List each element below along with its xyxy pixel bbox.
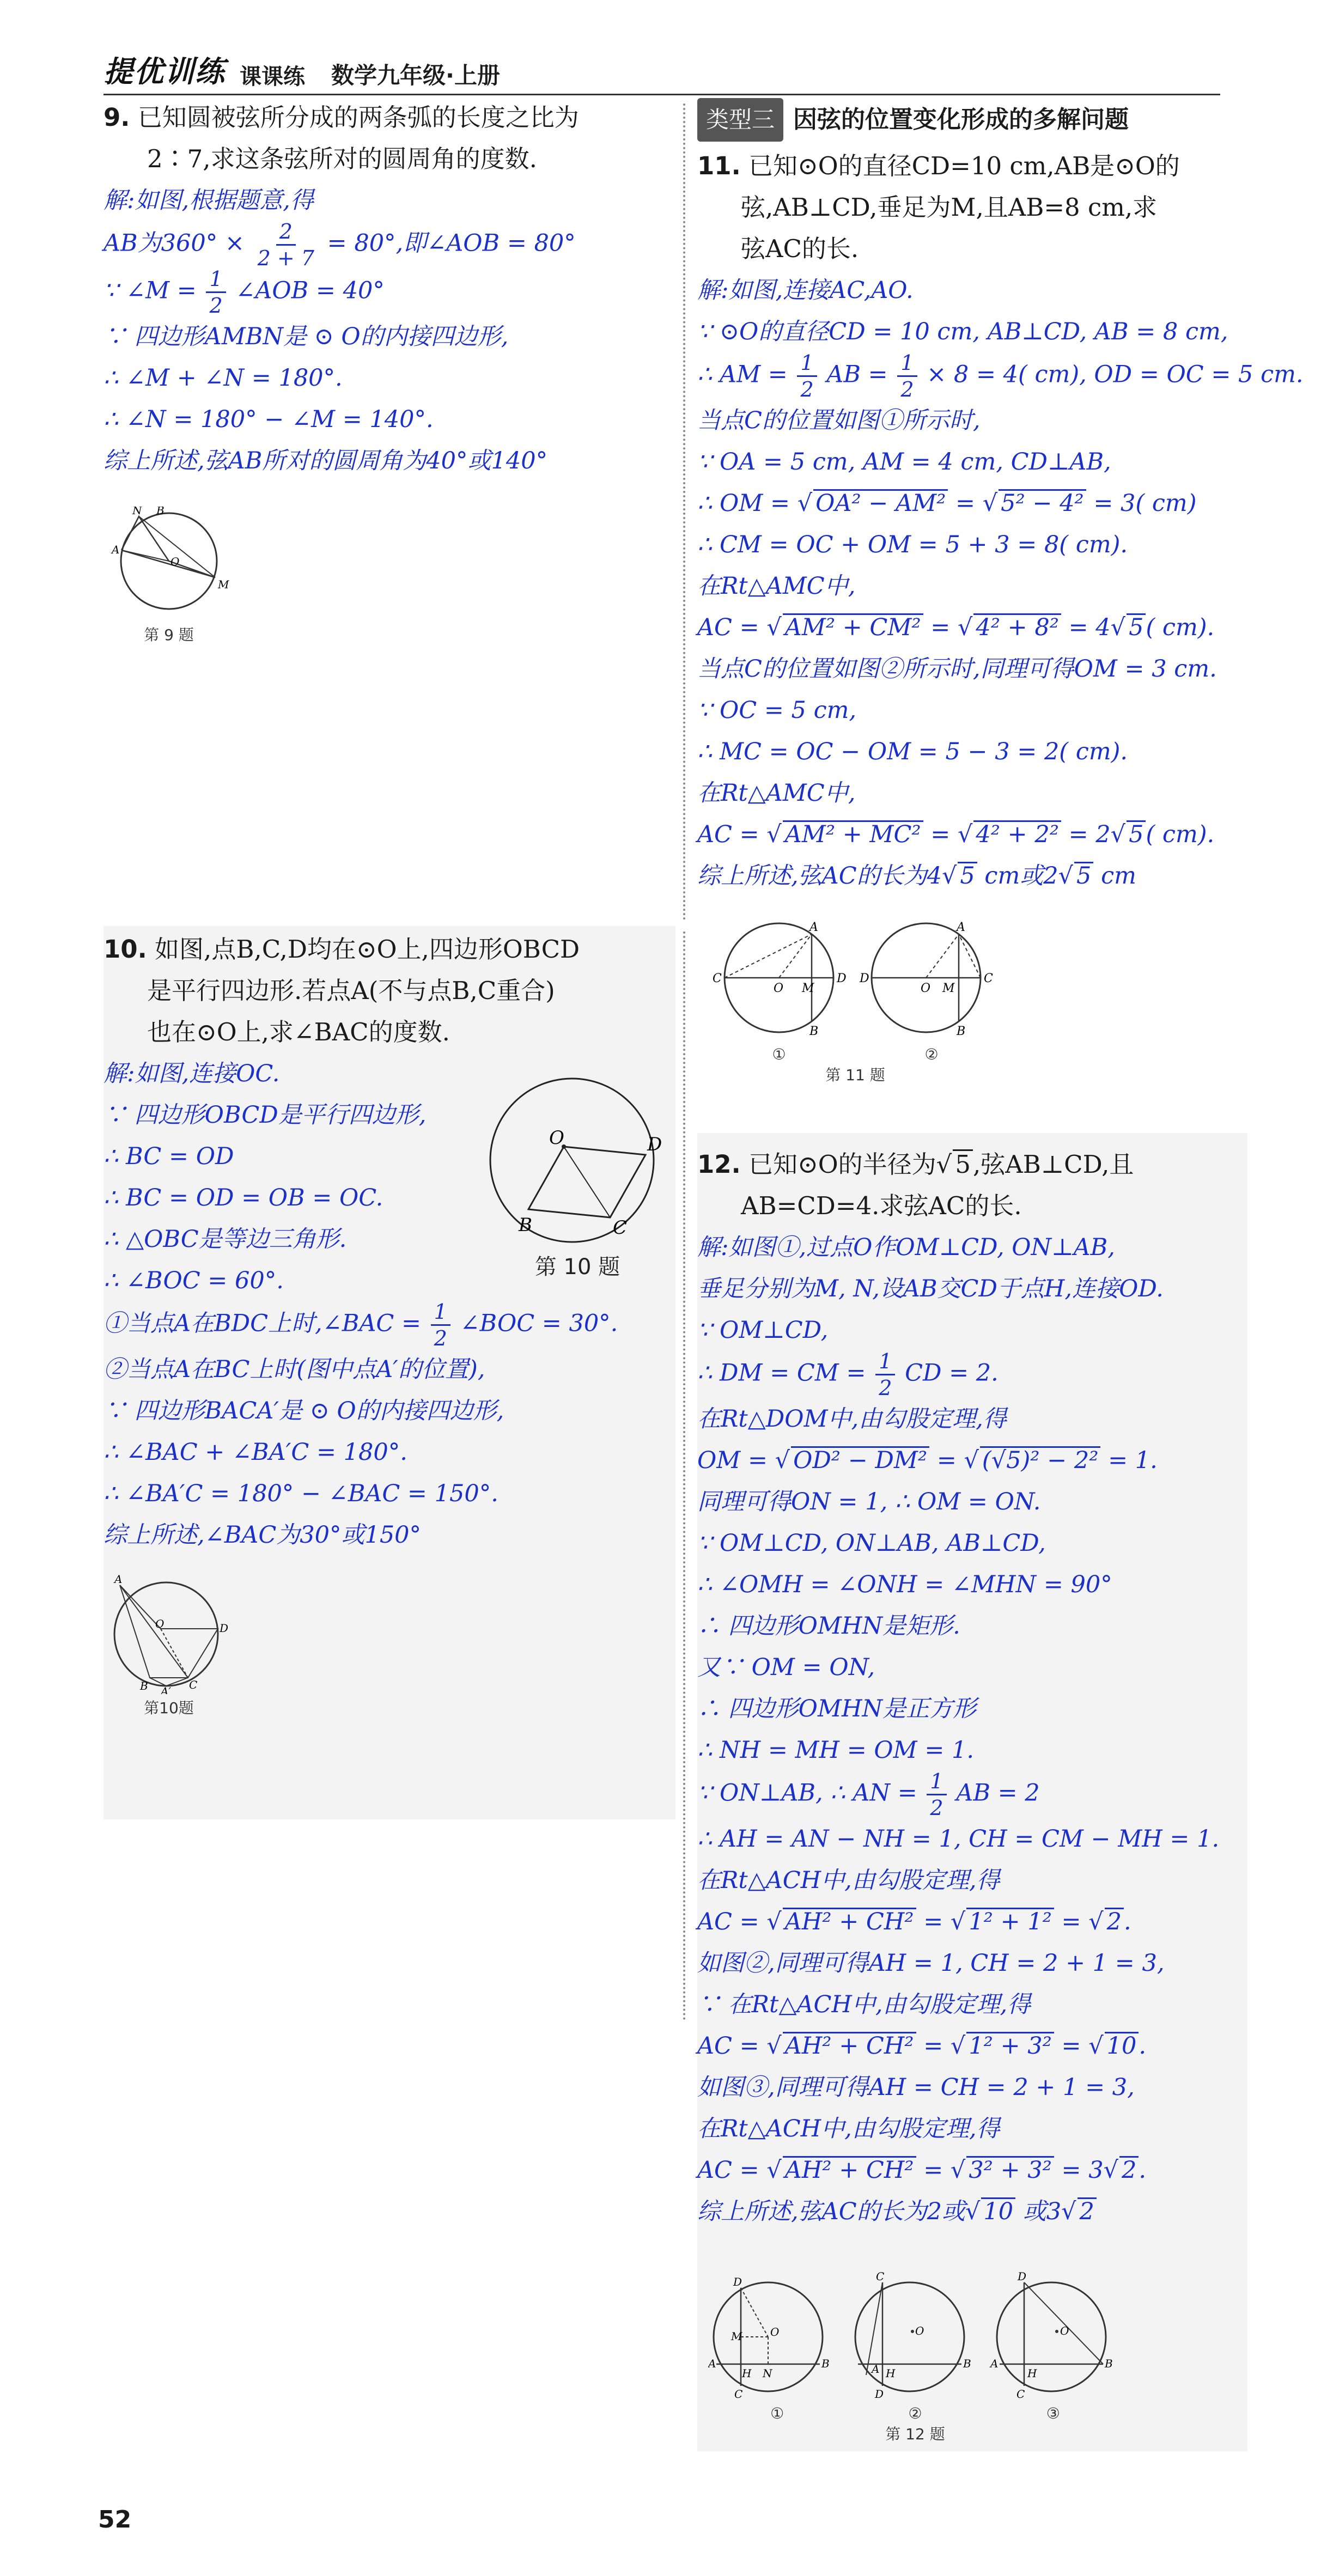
svg-text:C: C <box>189 1678 198 1691</box>
q9-stem-line2: 2∶7,求这条弦所对的圆周角的度数. <box>147 144 537 173</box>
q11-stem-line1: 已知⊙O的直径CD=10 cm,AB是⊙O的 <box>748 151 1180 180</box>
svg-text:D: D <box>647 1134 662 1155</box>
q10-sol-7: ①当点A在BDC上时,∠BAC = $\frac{1}{2}$ ∠BOC = 30°. <box>104 1300 618 1350</box>
q11-stem-line3: 弦AC的长. <box>741 234 859 263</box>
q12-sol-5: 在Rt△DOM中,由勾股定理,得 <box>697 1405 1007 1433</box>
svg-text:M: M <box>731 2330 742 2343</box>
svg-text:A: A <box>957 921 965 934</box>
q12-stem-line1a: 已知⊙O的半径为 <box>748 1150 936 1179</box>
q12-sol-6: OM = √ OD² − DM² = √ (√5)² − 2² = 1. <box>697 1440 1247 1481</box>
svg-text:O: O <box>1060 2324 1069 2337</box>
q10-sol-2: ∵ 四边形OBCD是平行四边形, <box>104 1101 427 1129</box>
q11-sol-1: 解:如图,连接AC,AO. <box>697 277 914 304</box>
q11-sol-11: ∵ OC = 5 cm, <box>697 697 857 724</box>
q10-figure-large <box>485 1073 670 1280</box>
svg-text:D: D <box>1018 2271 1027 2283</box>
q11-sol-8: 在Rt△AMC中, <box>697 573 856 600</box>
column-divider-top <box>683 103 685 921</box>
svg-text:B: B <box>963 2357 971 2370</box>
q12-sol-11: 又∵ OM = ON, <box>697 1654 875 1681</box>
q12-sol-21: 如图③,同理可得AH = CH = 2 + 1 = 3, <box>697 2074 1135 2101</box>
q10-stem-line3: 也在⊙O上,求∠BAC的度数. <box>147 1018 450 1046</box>
q9-sol-4: ∵ 四边形AMBN是 ⊙ O的内接四边形, <box>104 323 509 350</box>
svg-text:D: D <box>837 972 847 985</box>
category-heading <box>697 98 1247 145</box>
q10-stem-line2: 是平行四边形.若点A(不与点B,C重合) <box>147 976 555 1005</box>
q12-sol-7: 同理可得ON = 1, ∴ OM = ON. <box>697 1488 1041 1515</box>
svg-text:C: C <box>713 972 722 985</box>
q11-sol-4: 当点C的位置如图①所示时, <box>697 407 981 434</box>
svg-text:H: H <box>886 2367 896 2380</box>
svg-text:A: A <box>112 543 120 556</box>
q12-sol-20: AC = √ AH² + CH² = √ 1² + 3² = √ 10. <box>697 2025 1247 2067</box>
q10-sol-5: ∴ △OBC是等边三角形. <box>104 1226 347 1253</box>
svg-text:C: C <box>1016 2388 1025 2401</box>
svg-text:A: A <box>809 921 818 934</box>
q12-number: 12. <box>697 1150 741 1179</box>
q12-sol-23: AC = √ AH² + CH² = √ 3² + 3² = 3√ 2. <box>697 2149 1247 2191</box>
q9-circle-diagram <box>106 507 232 621</box>
q11-sol-6: ∴ OM = √ OA² − AM² = √ 5² − 4² = 3( cm) <box>697 483 1247 524</box>
svg-text:N: N <box>132 507 142 517</box>
q12-sol-14: ∵ ON⊥AB, ∴ AN = $\frac{1}{2}$ AB = 2 <box>697 1769 1040 1820</box>
svg-text:M: M <box>218 578 229 591</box>
q10-caption-small: 第10题 <box>144 1699 194 1717</box>
svg-text:O: O <box>171 555 180 568</box>
q9-stem-line1: 已知圆被弦所分成的两条弧的长度之比为 <box>137 103 579 132</box>
q11-circle-diagrams <box>703 918 1008 1054</box>
q10-circle-diagram-large <box>485 1073 670 1247</box>
svg-text:N: N <box>763 2367 772 2380</box>
q10-sol-6: ∴ ∠BOC = 60°. <box>104 1267 284 1294</box>
q10-sol-9: ∵ 四边形BACA′是 ⊙ O的内接四边形, <box>104 1397 504 1424</box>
q12-sol-3: ∵ OM⊥CD, <box>697 1317 829 1344</box>
page-header <box>104 47 500 90</box>
svg-text:H: H <box>1027 2367 1037 2380</box>
q10-sol-8: ②当点A在BC上时(图中点A′的位置), <box>104 1356 485 1383</box>
q10-caption-large: 第 10 题 <box>534 1254 620 1280</box>
q9-number: 9. <box>104 103 130 132</box>
svg-text:A: A <box>708 2357 716 2370</box>
q12-sol-17: AC = √ AH² + CH² = √ 1² + 1² = √ 2. <box>697 1901 1247 1942</box>
q12-sol-15: ∴ AH = AN − NH = 1, CH = CM − MH = 1. <box>697 1825 1220 1853</box>
q12-stem-radical: 5 <box>953 1149 973 1178</box>
svg-text:O: O <box>921 982 931 995</box>
category-title: 因弦的位置变化形成的多解问题 <box>793 106 1129 133</box>
svg-text:O: O <box>549 1127 564 1149</box>
question-11 <box>697 98 1304 897</box>
question-9 <box>104 97 675 482</box>
q12-fig2-label: ② <box>908 2404 922 2422</box>
q10-stem-line1: 如图,点B,C,D均在⊙O上,四边形OBCD <box>155 935 580 964</box>
q12-caption: 第 12 题 <box>885 2425 945 2443</box>
svg-text:O: O <box>915 2324 924 2337</box>
svg-text:O: O <box>770 2325 780 2339</box>
q12-stem-line1b: ,弦AB⊥CD,且 <box>972 1150 1134 1179</box>
q12-sol-18: 如图②,同理可得AH = 1, CH = 2 + 1 = 3, <box>697 1950 1165 1977</box>
svg-text:C: C <box>876 2271 885 2283</box>
q12-sol-24: 综上所述,弦AC的长为2或√ 10 或3√ 2 <box>697 2191 1247 2232</box>
svg-text:B: B <box>156 507 165 517</box>
svg-text:H: H <box>742 2367 752 2380</box>
q9-sol-5: ∴ ∠M + ∠N = 180°. <box>104 364 343 392</box>
q12-circle-diagrams <box>708 2271 1122 2408</box>
q10-number: 10. <box>104 935 147 964</box>
svg-text:C: C <box>613 1217 628 1239</box>
svg-text:C: C <box>984 972 993 985</box>
q9-sol-2: AB为360° × $\frac{2}{2 + 7}$ = 80°,即∠AOB = 80° <box>104 220 576 270</box>
svg-text:D: D <box>875 2388 884 2401</box>
q12-sol-4: ∴ DM = CM = $\frac{1}{2}$ CD = 2. <box>697 1349 999 1400</box>
svg-text:B: B <box>957 1025 966 1038</box>
q11-sol-9: AC = √ AM² + CM² = √ 4² + 8² = 4√ 5( cm). <box>697 607 1247 648</box>
q9-sol-6: ∴ ∠N = 180° − ∠M = 140°. <box>104 406 434 433</box>
svg-text:B: B <box>809 1025 819 1038</box>
svg-text:B: B <box>140 1679 148 1692</box>
q12-figure <box>708 2271 1122 2443</box>
header-subtitle: 课课练 <box>240 64 305 89</box>
q9-caption: 第 9 题 <box>144 626 194 644</box>
header-rule <box>104 94 1220 95</box>
q11-sol-10: 当点C的位置如图②所示时,同理可得OM = 3 cm. <box>697 655 1217 683</box>
svg-text:D: D <box>220 1622 229 1635</box>
svg-text:O: O <box>155 1617 165 1630</box>
svg-text:A′: A′ <box>161 1685 171 1694</box>
q10-sol-3: ∴ BC = OD <box>104 1143 234 1170</box>
q11-stem-line2: 弦,AB⊥CD,垂足为M,且AB=8 cm,求 <box>741 193 1158 222</box>
q12-sol-22: 在Rt△ACH中,由勾股定理,得 <box>697 2115 1000 2142</box>
page-number: 52 <box>98 2506 132 2534</box>
svg-text:B: B <box>519 1214 532 1236</box>
brand-logo: 提优训练 <box>104 54 226 89</box>
q12-fig1-label: ① <box>770 2404 784 2422</box>
q9-sol-7: 综上所述,弦AB所对的圆周角为40°或140° <box>104 447 548 474</box>
q12-sol-13: ∴ NH = MH = OM = 1. <box>697 1737 975 1764</box>
svg-text:M: M <box>802 982 814 995</box>
q11-sol-3: ∴ AM = $\frac{1}{2}$ AB = $\frac{1}{2}$ × 8 = 4( cm), OD = OC = 5 cm. <box>697 351 1304 401</box>
q9-figure <box>106 507 232 644</box>
q12-sol-8: ∵ OM⊥CD, ON⊥AB, AB⊥CD, <box>697 1530 1046 1557</box>
q9-sol-3: ∵ ∠M = $\frac{1}{2}$ ∠AOB = 40° <box>104 267 385 318</box>
q12-sol-19: ∵ 在Rt△ACH中,由勾股定理,得 <box>697 1991 1031 2018</box>
q11-figure <box>703 918 1008 1087</box>
q11-fig1-label: ① <box>772 1045 786 1063</box>
q11-sol-7: ∴ CM = OC + OM = 5 + 3 = 8( cm). <box>697 531 1128 558</box>
q10-sol-12: 综上所述,∠BAC为30°或150° <box>104 1521 422 1549</box>
svg-text:D: D <box>860 972 869 985</box>
q12-stem-line2: AB=CD=4.求弦AC的长. <box>741 1191 1022 1220</box>
q11-fig2-label: ② <box>924 1045 939 1063</box>
svg-text:D: D <box>733 2275 742 2288</box>
q11-caption: 第 11 题 <box>825 1066 885 1084</box>
q10-sol-1: 解:如图,连接OC. <box>104 1060 280 1087</box>
svg-text:A: A <box>990 2357 999 2370</box>
q10-sol-11: ∴ ∠BA′C = 180° − ∠BAC = 150°. <box>104 1480 498 1507</box>
svg-text:M: M <box>942 982 955 995</box>
column-divider-bottom <box>683 931 685 2021</box>
q12-sol-16: 在Rt△ACH中,由勾股定理,得 <box>697 1867 1000 1894</box>
category-tag: 类型三 <box>697 98 783 142</box>
svg-text:B: B <box>1105 2357 1113 2370</box>
q12-sol-2: 垂足分别为M, N,设AB交CD于点H,连接OD. <box>697 1275 1164 1302</box>
q10-figure-small <box>106 1574 232 1716</box>
q12-sol-9: ∴ ∠OMH = ∠ONH = ∠MHN = 90° <box>697 1571 1112 1598</box>
q12-sol-12: ∴ 四边形OMHN是正方形 <box>697 1695 977 1722</box>
svg-text:C: C <box>734 2388 743 2401</box>
q11-sol-14: AC = √ AM² + MC² = √ 4² + 2² = 2√ 5( cm). <box>697 814 1247 855</box>
question-12 <box>697 1144 1247 2232</box>
q11-sol-2: ∵ ⊙O的直径CD = 10 cm, AB⊥CD, AB = 8 cm, <box>697 318 1228 345</box>
q10-sol-4: ∴ BC = OD = OB = OC. <box>104 1184 383 1211</box>
q11-number: 11. <box>697 151 741 180</box>
svg-text:A: A <box>114 1574 123 1586</box>
q12-fig3-label: ③ <box>1046 2404 1060 2422</box>
svg-text:A: A <box>872 2362 880 2376</box>
header-book-title: 数学九年级·上册 <box>331 62 500 89</box>
svg-text:B: B <box>821 2357 830 2370</box>
q10-circle-diagram-small <box>106 1574 232 1694</box>
q10-sol-10: ∴ ∠BAC + ∠BA′C = 180°. <box>104 1439 407 1466</box>
q11-sol-5: ∵ OA = 5 cm, AM = 4 cm, CD⊥AB, <box>697 448 1111 476</box>
q11-sol-12: ∴ MC = OC − OM = 5 − 3 = 2( cm). <box>697 738 1128 765</box>
q12-sol-10: ∴ 四边形OMHN是矩形. <box>697 1612 960 1640</box>
q11-sol-15: 综上所述,弦AC的长为4√ 5 cm或2√ 5 cm <box>697 855 1247 897</box>
svg-text:O: O <box>774 982 784 995</box>
q9-sol-1: 解:如图,根据题意,得 <box>104 187 314 214</box>
q11-sol-13: 在Rt△AMC中, <box>697 780 856 807</box>
q12-sol-1: 解:如图①,过点O作OM⊥CD, ON⊥AB, <box>697 1234 1115 1261</box>
